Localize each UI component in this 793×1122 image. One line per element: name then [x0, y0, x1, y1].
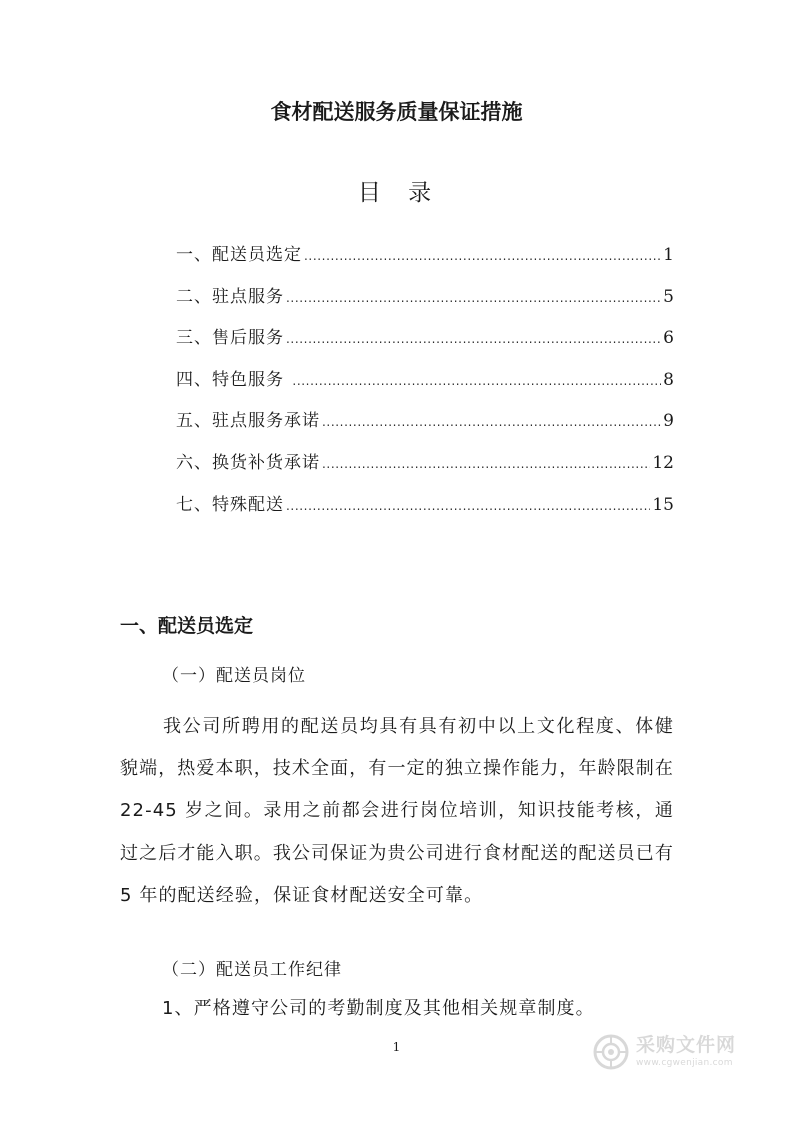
subsection-heading: （二）配送员工作纪律: [162, 960, 342, 980]
toc-entry[interactable]: [176, 445, 674, 487]
toc-dot-leader: [304, 238, 661, 274]
subsection-heading: （一）配送员岗位: [162, 666, 306, 686]
toc-entry-label: 一、配送员选定: [176, 245, 302, 265]
toc-entry[interactable]: [176, 362, 674, 404]
watermark-text: [636, 1036, 736, 1068]
toc-entry-page: 6: [663, 328, 674, 349]
toc-entry[interactable]: [176, 320, 674, 362]
toc-dot-leader: [322, 404, 661, 440]
toc-entry-page: 5: [663, 286, 674, 307]
toc-entry-label: 二、驻点服务: [176, 286, 284, 307]
toc-entry-page: 8: [663, 369, 674, 390]
toc-entry-page: 15: [652, 494, 674, 515]
toc-entry-label: 六、换货补货承诺: [176, 452, 320, 473]
toc-dot-leader: [286, 280, 661, 316]
watermark-url: www.cgwenjian.com: [636, 1058, 733, 1068]
toc-entry-page: 12: [652, 452, 674, 473]
toc-entry[interactable]: [176, 279, 674, 321]
toc-entry[interactable]: [176, 237, 674, 279]
document-title: 食材配送服务质量保证措施: [270, 100, 523, 124]
watermark: [592, 1030, 757, 1074]
body-paragraph: 我公司所聘用的配送员均具有具有初中以上文化程度、体健貌端，热爱本职，技术全面，有一定的独立操作能力，年龄限制在 22-45 岁之间。录用之前都会进行岗位培训，知识技能考核，通过之后才能入职。我公司保证为贵公司进行食材配送的配送员已有 5 年的配送经验，保证食材配送安全可靠。: [120, 716, 674, 906]
toc-entry-label: 五、驻点服务承诺: [176, 411, 320, 432]
toc-entry-label: 四、特色服务: [176, 369, 291, 390]
table-of-contents: [176, 237, 674, 528]
toc-entry-page: 9: [663, 411, 674, 432]
list-item: 1、严格遵守公司的考勤制度及其他相关规章制度。: [162, 998, 595, 1019]
section-heading: 一、配送员选定: [120, 615, 254, 637]
watermark-name: 采购文件网: [636, 1034, 737, 1056]
toc-entry-label: 七、特殊配送: [176, 494, 284, 515]
toc-entry[interactable]: [176, 487, 674, 529]
toc-dot-leader: [286, 488, 650, 524]
toc-entry[interactable]: [176, 403, 674, 445]
toc-entry-page: 1: [663, 245, 674, 265]
toc-entry-label: 三、售后服务: [176, 328, 284, 349]
toc-heading: 目 录: [357, 180, 442, 206]
page-number: 1: [392, 1040, 401, 1054]
watermark-logo-icon: [592, 1033, 630, 1071]
toc-dot-leader: [292, 363, 661, 399]
toc-dot-leader: [322, 446, 650, 482]
toc-dot-leader: [286, 321, 661, 357]
